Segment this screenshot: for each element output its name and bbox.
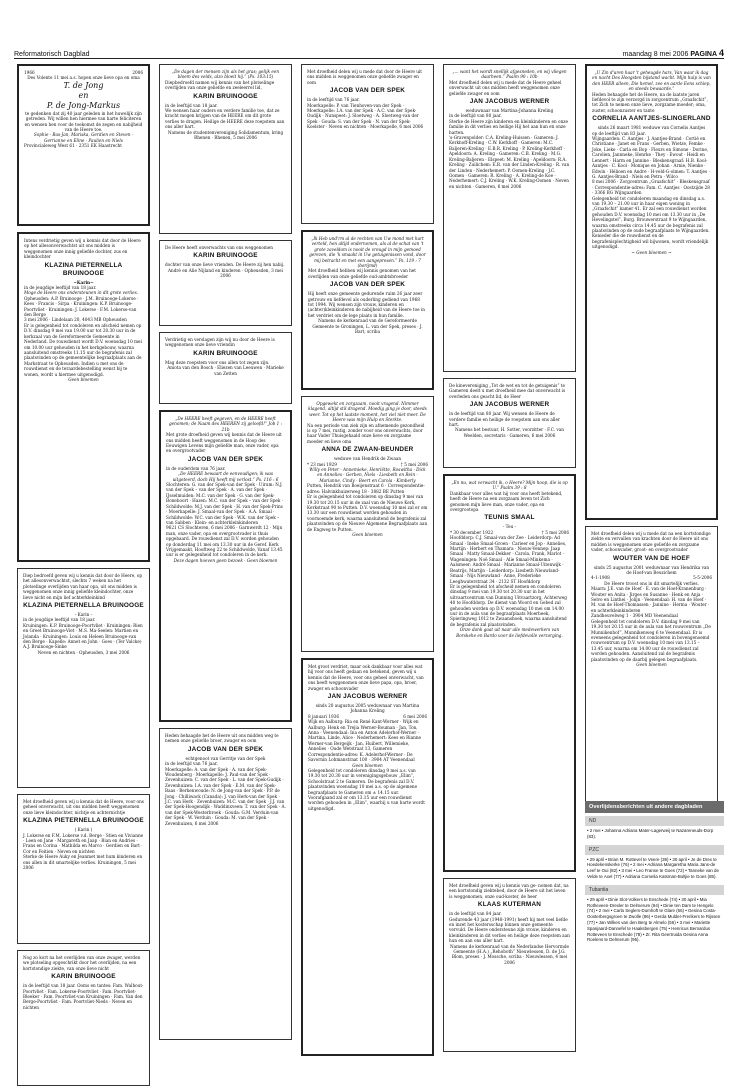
deceased-name: KLAZINA PIETERNELLA BRUINOOGE — [44, 261, 123, 277]
deceased-name: JACOB VAN DER SPEK — [329, 87, 406, 95]
notice-death-kuterman — [443, 878, 576, 1052]
deceased-nickname: ( Karin ) — [74, 827, 93, 833]
notice-intro: Verdrietig en verslagen zijn wij nu door de Heere is weggenomen onze lieve vriendin — [165, 337, 275, 348]
family-list: Wijk en Aalburg: Ria en René Kant-Werner · Wijk en Aalburg: Henk en Trejia Werner-Bouman · Jan, Ton, Anna · Veenendaal: Ina en Anton Adelerhof-Werner · Martina, Linde, Alice · Nederhemert: Kees en Rianne Werner-van Bergeijk · Jan, Huibert, Willemieke, Annelies · Oude Wetstraat 13, Gameren — [308, 719, 421, 752]
notice-closing: Geen bloemen — [352, 762, 383, 768]
notice-closing: Geen bloemen — [636, 661, 667, 667]
notice-anniversary — [17, 64, 150, 226]
notice-intro: Met droefheid delen wij u mede dat na een kortstondige ziekte en vervallen van krachten door de Heere uit ons midden is weggenomen onze geliefde en zorgzame vader, schoonvader, groot- en overgrootvader — [591, 531, 711, 553]
other-newspapers-overview — [585, 801, 724, 1058]
notice-quote: „U Zin d'uren haar 't geheugde hars, Van waar ik dag en nacht Des Hoogsten bijstand wacht. Mijn hulp is van den HEER alleen, Die hemel, zee en aarde Eens schiep, en steeds bewaarde.” — [592, 70, 711, 92]
notice-signature: Namens de studentenvereniging Solidamentum, kring Rhenen · Rhenen, 5 mei 2006 — [167, 129, 284, 141]
deceased-age: in de jeugdige leeftijd van 18 jaar. — [23, 617, 96, 623]
notice-intro: De kinevereniging „Tot de wet en tot de getuigenis” te Gameren deelt u met droefheid mee dat onverwacht is overleden ons geacht lid, de Heer — [449, 383, 566, 399]
notice-address: Leeghwaterstraat 34 · 2132 ST Hoofddorp — [450, 578, 541, 584]
notice-intro: Met droefheid delen wij u mede dat door de Heere uit ons midden is weggenomen onze geliefde zwager en oom — [307, 69, 422, 85]
notice-closing: ~ Geen bloemen ~ — [631, 249, 672, 255]
notice-death-werner-1 — [301, 658, 434, 1056]
birth-date: * 23 mei 1929 — [307, 461, 337, 467]
notice-friends-bosch — [159, 332, 292, 404]
notice-closing: Neven en nichten · Opheusden, 3 mei 2006 — [37, 649, 130, 655]
deceased-age: in de ouderdom van 76 jaar. — [166, 465, 226, 471]
notice-address: Zandheuvelweg 1 · 3904 MD Veenendaal — [591, 613, 679, 619]
deceased-name: WOUTER VAN DE HOEF — [613, 554, 690, 562]
deceased-name: TEUNIS SMAAL — [484, 514, 535, 522]
family-list: 's-Gravenpolder: C.A. Kreling-Huissen · Gameren: J. Kerkhoff-Kreling · C.W. Kerkhoff · Gameren: M.C. Baljeren-Kreling · E.B.R. Kreling · P. Kreling-Kerkhoff · Apeldoorn: A. Kreling · Gameren: C.B. Kreling · M.G. Kreling-Baljeren · Elspeet: M. Kreling · Apeldoorn: R.A. Kreling · Zuilichem: E.R. van der Linden-Kreling · R. van der Linden · Nederhemert: P. Oomen-Kreling · J.C. Oomen · Gameren: R. Kreling · A. Kreling-de Koe · Nederhemert: C.J. Kreling · W.K. Kreling-Oomen · Neven en nichten · Gameren, 6 mei 2006 — [449, 135, 570, 189]
notice-intro: Intens verdrietig geven wij u kennis dat door de Heere op het allesonverwachtst uit ons midden is weggenomen onze innig geliefde dochter, zus en kleindochter — [24, 238, 141, 260]
family-list: Maarn: J.E. van de Hoef · E. van de Hoef-Kranenburg · Wouter en Anita · Jirges en Susanne · Henk en Anja · Selvo en Linthei · Jolijn · Veenendaal: H. van de Hoef · M. van de Hoef-Thomassen · Jannine · Herma · Wouter · en achterkleinkinderen — [591, 586, 710, 613]
notice-date: 3 mei 2006 · Lindelaan 20, 4043 MB Opheusden — [24, 317, 127, 323]
notice-intro: Diepbedroefd namen wij kennis van het plotselinge overlijden van onze geliefde en zeeleerrel lid, — [165, 79, 275, 91]
deceased-age: in de leeftijd van 80 jaar. — [449, 113, 502, 119]
deceased-name: KARIN BRUINOOGE — [193, 252, 258, 260]
notice-quote: „De HEERE heeft gegeven, en de HEERE heeft genomen; de Naam des HEEREN zij geloofd!” Job 1 : 21b — [168, 416, 283, 432]
death-date: † 5 mei 2006 — [400, 461, 428, 467]
notice-body: dochter van onze lieve vrienden. De Heere zij hen nabij. — [165, 262, 285, 268]
family-list: Kruiningen: K.P. Bruinooge-Poortvliet · Kruiningen: Rien en Greet Bruinooge-Viet · M.S. Ma-Seelen: Martien en Jolanda · Kruiningen: Louis en Heleen Bruinooge-van den Berge · Kapelle: Annet en John · Goes · (Ter Valcke) A.J. Bruinooge-Sinke — [23, 622, 143, 650]
couple-name-1: T. de Jong — [63, 80, 104, 90]
deceased-subtitle: sinds 26 maart 1981 weduwe van Cornelis Aantjes — [597, 125, 706, 131]
notice-death-bruinooge-2 — [17, 568, 150, 788]
family-list: Willy en Peter · Annemieke, Henriëtte, Roswitha · Dick en Annelies · Gerben, Niels · Liesbeth en Rein · Marianne, Cindy · Beert en Carola · Kimberly — [309, 467, 426, 483]
notice-intro: Heden behaagde het de Heere, na de laatste jaren liefdevol te zijn verzorgd in zorgcentrum „Graafschit”, tot Zich te nemen onze lieve, zorgzame moeder; oma, zuster, schoonzuster en tante — [592, 91, 708, 113]
deceased-subtitle: echtgenoot van Gerritje van der Spek — [185, 755, 266, 761]
notice-body: Sterke de Heere Auky en Jeanmet met hum kinderen en ons allen in dit smartelijke verlies. Kruiningen, 5 mei 2006 — [23, 854, 143, 871]
deceased-name: KLAZINA PIETERNELLA BRUINOOGE — [23, 817, 144, 825]
notice-death-bruinooge-3 — [17, 794, 150, 944]
overview-text-nd: • 2 mei • Johanna Adriana Mater-Lagerweij te Nazareneuds-Dorp (83). — [587, 828, 714, 839]
notice-death-smaal — [443, 474, 576, 872]
deceased-name: KLAZINA PIETERNELLA BRUINOOGE — [23, 602, 144, 610]
deceased-age: in de jeugdige leeftijd van 18 jaar. — [24, 285, 97, 291]
deceased-name: CORNELIA AANTJES-SLINGERLAND — [592, 115, 711, 123]
notice-intro: Des Volente 11 mei a.s. hopen onze lieve opa en oma — [27, 75, 140, 81]
deceased-name: JACOB VAN DER SPEK — [329, 281, 406, 289]
notice-intro: Met droefheid geven wij u kennis dat de Heere, voor ons geheel onverwacht, uit ons midden heeft weggenomen onze lieve kleindochter, nichtje en achternichtje — [23, 799, 144, 815]
family-list: Slochteren: G. van der Spek-van der Spek · Uirum: N.J. van der Spek – van der Spek · A. van der Spek · IJsselmuiden: M.C. van der Spek · G. van der Spek-Boneboort · Hazen: M.C. van der Spek – van der Spek · Schildwolde: M.J. van der Spek · H. van der Spek-Prins · Moerkapelle: J. Smaal-van der Spek · A.A. Smaal · Schildwolde: W.C. van der Spek · W.K. van der Spek – van Sabben · Klein- en achterkleinkinderen — [166, 482, 284, 525]
death-date: 5-5-2006 — [693, 575, 712, 581]
notice-body: Sterke de Heere zijn kinderen en kleinkinderen en onze familie in dit verlies en heilige Hij het aan hun en onze harten. — [449, 118, 568, 135]
year-start: 1966 — [24, 70, 35, 75]
deceased-name: ANNA DE ZWAAN-BEUNDER — [321, 446, 414, 454]
deceased-age: op de leeftijd van 83 jaar. — [592, 130, 646, 136]
notice-signature: Namens de kerkenraad van de Gereformeerde Gemeente te Groningen, L. van der Spek, preses · J. Bart, scriba — [312, 318, 423, 335]
deceased-name: KARIN BRUINOOGE — [193, 92, 258, 100]
notice-signature: André en Alie Nijland en kinderen · Opheusden, 3 mei 2006 — [168, 267, 283, 279]
notice-student-association — [159, 64, 292, 234]
notice-church-association-gameren — [443, 378, 576, 468]
deceased-subtitle: weduwe van Hendrik de Zwaan — [333, 456, 402, 462]
notice-quote-2: „De HEERE bewaart de eenvoudigen; ik was uitgeteerd, doch Hij heeft mij verlost.” Ps. 116 : 6 — [172, 471, 279, 482]
notice-intro: Met droefheid delen wij u mede dat de Heere geheel onverwacht uit ons midden heeft weggenomen onze geliefde zwager en oom — [449, 79, 562, 96]
deceased-name: JACOB VAN DER SPEK — [187, 745, 264, 753]
notice-body: in de leeftijd van 80 jaar. Wij wensen de Heere de verdere familie en heilige de roepstem aan ons aller hart. — [449, 411, 561, 428]
overview-title: Overlijdensberichten uit andere dagbladen — [585, 801, 724, 813]
notice-address: Correspondentie-adres: K. Adelerhof-Werner · De Savornin Lohmanstraat 100 · 3904 AT Veenendaal — [308, 751, 415, 763]
notice-body: Hij heeft onze gemeente gedurende ruim 26 jaar zeer getrouw en liefdevol als ouderling gediend van 1968 tot 1994. Wij wensen zijn vrouw, kinderen en (achter)kleinkinderen de nabijheid van de Heere toe in het verdriet om de lege plaats in hun familie. — [308, 291, 425, 318]
notice-closing: Deze dagen hoeven geen bezoek · Geen bloemen — [173, 557, 278, 563]
notice-quote: „En nu, wat verwacht ik, o Heere? Mijn hoop, die is op U.” Psalm 39 : 8 — [451, 480, 568, 491]
notice-intro: De Heere heeft onverwachts van ons weggenomen — [165, 245, 274, 250]
notice-death-van-de-hoef — [585, 526, 718, 806]
deceased-subtitle: sinds 25 augustus 2001 weduwnaar van Hendrika van de Hoef-van Beuzichem — [593, 564, 710, 576]
notice-quote: De Heere troost ons in dit smartelijk verlies. — [604, 580, 699, 586]
notice-body: 9621 CS Slochteren, 6 mei 2006 · Garnwerdt 12 · Mijn man, onze vader, opa en overgrootvader is thuis opgebaard. De rouwdienst zal D.V. worden gehouden op donderdag 11 mei om 13.30 uur in de Geref. Kerk Vrijgemaakt, Hooftweg 22 te Schildwolde, Vanaf 13.45 uur is er gelegenheid tot condoleren in de kerk. — [166, 525, 283, 558]
notice-signature: Namens de kerkenraad van de Nederlandse Hervormde Gemeente (H.A.) „Rehoboth” Nieuwlessen, D. de J.G. Blom, preses · J. Mossche, scriba · Nieuwlessen, 4 mei 2006 — [449, 943, 570, 965]
notice-quote: „Ik Heb und'rm al de rechten van Uw mond met hart verteld, hen altijd ondernomen, als al de schat van 't grote zaveldom is nooit de vreugd in mijn gemoed gerezen, die 'k smaakt in Uw getuigenissen vond, door mij betracht en met een aangepresen.” Ps. 119 : 7 (berijmd) — [309, 236, 426, 269]
overview-section-tubantia: Tubantia — [585, 885, 724, 895]
notice-address: Putten, Hendrik van Boeijenstraat 6 · Correspondentie-adres: Halvinkhuizerweg 18 · 3882 BE Putten — [307, 483, 425, 494]
notice-friends-nijland — [159, 240, 292, 326]
column-1 — [17, 64, 150, 1092]
notice-death-van-der-spek-3 — [301, 64, 434, 224]
overview-text-tubantia: • 29 april • Dinie Slot-Volkers te Enschede (74) • 30 april • Mia Rotheveen-Drexler te Delmerum (94) • Dinie ten Dam te Hengelo (74) • 2 mei • Carla Seglers-Dumhoft te Glare (66) • Gesina Costa-Oosterbergsgroen te Zwolle (86) • Gerda Mulder-Frerikers te Rijssen (77) • Jan Wilkes van den Berg te Almelo (56) • 3 mei • Mariette Spanjaard-Dannefel te Haaksbergen (75) • Henricus Bernardus Rotteveen te Enschede (78) • Zr. Rita Geertruida Gesina Anna Roelens te Delmerum (95). — [587, 896, 721, 943]
birth-date: 8 januari 1936 — [308, 713, 340, 719]
notice-body: We wensen haar ouders en verdere familie toe, dat ze kracht mogen krijgen van de HEERE om dit grote verlies te dragen. Heilige de HEERE deze roepstem aan ons aller hart. — [165, 108, 285, 130]
page-label: PAGINA — [690, 51, 718, 58]
notice-body: Gelegenheid tot condoleren maandag en dinsdag a.s. van 19.30 – 21.00 uur in haar eigen woning in „Graafschit” kamer 41. Er zal een rouwdienst worden gehouden D.V. woensdag 10 mei om 13.30 uur in „De Hevelingstel”, Burg. Brouwerstraat 9 te Wijngaarden, waarna omstreeks circa 14.45 uur de begrafenis zal plaatsvinden op de oude begraafplaats te Wijngaarden. Kenieder die de rouwdienst en de begrafenisplechtigheid wil bijwonen, wordt vriendelijk uitgenodigd. — [592, 195, 710, 250]
column-5 — [585, 64, 718, 812]
notice-address: 8 mei 2006 · Zorgcentrum „Graafschit” · Bleskensgraaf · Correspondentie-adres: Fam. C. Aantjes · Oostzijde 28 · 3366 BG Wijngaarden — [592, 179, 710, 196]
notice-body: te gedenken dat zij 40 jaar geleden in het huwelijk zijn getreden. Wij willen hen hiermee van harte feliciteren en wensen hen voor de toekomst de zegen en nabijheid van de Heere toe. — [24, 110, 143, 133]
notice-church-council-groningen — [301, 230, 434, 390]
deceased-name: JAN JACOBUS WERNER — [469, 98, 550, 106]
notice-closing: Onze dank gaat uit naar alle medewerkers van Borskehe en Bardo voor de liefdevolle verzorging. — [456, 627, 563, 638]
notice-intro: Met groot verdriet, maar ook dankbaar voor alles wat hij voor ons heeft gedaan en betekend, geven wij u kennis dat de Heere, voor ons geheel onverwacht, van ons heeft weggenomen onze lieve papa, opa, broer, zwager en schoonvader — [308, 664, 424, 691]
deceased-nickname: - Teu - — [502, 524, 517, 530]
page-date-block — [623, 48, 724, 58]
deceased-nickname: - Karin - — [74, 612, 93, 618]
deceased-age: in de leeftijd van 84 jaar. — [449, 911, 502, 917]
notice-intro: Met droefheid hebben wij kennis genomen van het overlijden van onze geliefde oud-ambtsbroeder — [308, 268, 416, 279]
death-date: † 5 mei 2006 — [541, 529, 569, 535]
notice-death-de-zwaan — [301, 396, 434, 652]
notice-death-werner-2 — [443, 64, 576, 372]
family-list: Moerkapelle: P. van Tienhoven-van der Spek · Moerkapelle: I.A. van der Spek · A.C. van der Spek-Oudijk · Nunspeet: J. Sloetweg · A. Sloetweg-van der Spek · Gouda: S. van der Spek · N. van der Spek-Koelster · Neven en nichten · Moerkapelle, 6 mei 2006 — [307, 102, 424, 130]
paper-name: Reformatorisch Dagblad — [14, 51, 90, 58]
notice-intro: Nog zo kort na het overlijden van onze zwager, werden we plotseling opgeschrikt door het overlijden, na een kortstondige ziekte, van onze lieve nicht — [23, 955, 141, 971]
deceased-subtitle: weduwnaar van Martina-Johanna Kreling — [465, 108, 554, 114]
notice-body: Gelegenheid tot condoleren dinsdag 9 mei a.s. van 19.30 tot 20.30 uur in verenigingsgebouw „Elim”, Schoolstraat 2 te Gameren. De begrafenis zal D.V. plaatsvinden woensdag 10 mei a.s. op de algemene begraafplaats te Gameren om ± 14.15 uur. Voorafgaand zal er om 13.15 uur een rouwdienst worden gehouden in „Elim”, waarbij u van harte wordt uitgenodigd. — [308, 767, 425, 811]
family-list: in de leeftijd van 18 jaar. Ooms en tantes: Fam. Walhout-Poortvliet · Fam. Lokerse-Poortvliet · Fam. Poortvliet-Bleeker · Fam. Poortvliet-van Kruiningen · Fam. Van den Berge-Poortvliet · Fam. Poortvliet-Nieds · Neven en nichten — [23, 983, 144, 1010]
deceased-nickname: ~Karin~ — [73, 279, 94, 285]
family-list: Moerkapelle: A. van der Spek · A. van der Spek-Woudenberg · Moerkapelle: J. Paul-van der Spek · Zevenhuizen: C. van der Spek · L. van der Spek-Gudijk · Zevenhuizen: I.A. van der Spek · E.M. van der Spek-Baas · Berkenwoude: N. de Jong-van der Spek · P.P. de Jong · Chilliwack (Canada): J. van Herk-van der Spek · J.C. van Herk · Zevenhuizen: M.C. van der Spek · J.J. van der Spek-Hoogendijk · Waddinxveen: T. van der Spek · A. van der Spek-Westerbroek · Gouda: G.M. Verduin-van der Spek · W. Verduin · Gouda: M. van der Spek · Zevenhuizen, 6 mei 2006 — [165, 766, 286, 826]
family-list: Hoofddorp: C.J. Smaal-van der Zee · Leiderdorp: Ad Smaal · Ineke Smaal-Groen · Carieer en Jop · Annelies, Martijn · Herbert en Thamara · Nieuw-Vennep: Jaap Smaal · Matty Smaal-Dekker · Carola, Frank, Marlot · Wageningen: Noë Smaal · Alie Smaal-Minkema · Aalsmeer: André Smaal · Marianne Smaal-Uitenwijk · Beatrijs, Martijn · Leiderdorp: Liesbeth Nieuwland-Smaal · Nijs Nieuwland · Anne, Frederieke — [450, 535, 567, 579]
deceased-name: KLAAS KUTERMAN — [477, 901, 542, 909]
notice-quote: „... want het wordt snellijk afgesneden, en wij vliegen daarheen.” Psalm 90 : 10b — [452, 69, 567, 80]
deceased-age: in de leeftijd van 76 jaar. — [307, 97, 360, 103]
deceased-age: in de leeftijd van 76 jaar. — [165, 761, 218, 767]
overview-section-nd: ND — [585, 816, 724, 826]
deceased-subtitle: sinds 20 augustus 2005 weduwnaar van Martina Johanna Kreling — [315, 703, 420, 714]
notice-quote: „De dagen der mensen zijn als het gras; gelijk een bloem des velds, alzo bloeit hij.” (Ps. 103:15) — [171, 69, 280, 80]
family-list: Wijngaarden: C. Aantjes · J. Aantjes-Brand · Cortié en Christiane · Janet en Frans · Gerben, Wietze, Femke · Joke, Lieke · Carla en Bop · Fleurs en Simone · Dorine, Carolien, Jannneke, Henrke · They · Ewout · Heidi en Lennert · Harm en Jannine · Bleskensgraaf: H.B. Kool-Aantjes · C. Kool · Monique en Johan · Arnie, Nienke · Edwin · Hélioen en Andre · H-veld-G-olmen: T. Aantjes · G. Aantjes-Brand · Niels en Petra · Wilco — [592, 136, 710, 179]
overview-section-pzc: PZC — [585, 845, 724, 855]
family-list: Opheusden: A.P. Bruinooge · J.M. Bruinooge-Lokerse · Kees · Francis · Sirpa · Kruiningen: K.P. Bruinooge-Poortvliet · Kruiningen: J. Lokerse · F.M. Lokerse-van den Berge — [24, 295, 139, 318]
page-header — [14, 44, 724, 59]
notice-intro: Met droefheid geven wij u kennis van ge- nomen dat, na een kortstondig ziektebed, door de Heere uit het leven is weggenomen, onze oud-koster, de heer — [449, 883, 569, 899]
notice-signature: Namens het bestuur, H. Sotter, voorzitter · F.C. van Weelden, secretaris · Gameren, 6 mei 2006 — [455, 427, 564, 438]
notice-death-aantjes — [585, 64, 718, 520]
notice-address: Provincialeweg West 61 · 2351 EK Haastrecht — [24, 143, 122, 149]
notice-body: Mag deze roepstem voor ons allen tot zegen zijn. — [165, 359, 270, 365]
notice-body: Gedurende 43 jaar (1948-1991) heeft hij met veel liefde en inzet het kostersschap binnen onze gemeente vervuld. De Heere ondersteune zijn vrouw, kinderen en kleinkinderen in dit verlies en heilige deze roepstem aan hun en aan ons aller hart. — [449, 916, 570, 944]
notice-intro: Diep bedroefd geven wij u kennis dat door de Heere, op het allesonverwachtst, slechts 7 weken na het plotselinge overlijden van haar opa, uit ons midden is weggenomen onze innig geliefde kleindochter, onze lieve nicht en mijn lief achterkleinkind — [23, 573, 143, 600]
column-2 — [159, 64, 292, 1046]
column-3 — [301, 64, 434, 1062]
family-list: J. Lokerse en F.M. Lokerse v.d. Berge · Stien en Vivianne · Leen en Jane · Margareth en Jaap · Bian en Andries · Frans en Corina · Mathilda en Marco · Gerdien en Bart · Cor en Feitien · Neven en nichten — [23, 832, 144, 854]
deceased-age: in de leeftijd van 18 jaar. — [165, 102, 218, 108]
notice-intro: Met grote droefheid geven wij kennis dat de Heere uit ons midden heeft weggenomen in de Hoop des Eeuwigen Levens mijn geliefde man, onze vader, opa en overgrootvader — [166, 432, 282, 454]
column-4 — [443, 64, 576, 1058]
couple-name-2: P. de Jong-Markus — [46, 100, 121, 110]
death-date: 6 mei 2006 — [403, 713, 427, 719]
overview-text-pzc: • 29 april • Brian M. Rottevel te Veere (39) • 30 april • Je de Drex te Hoedekenskerke (76) • 2 mei • Adriana Margaretha Maria Jans-de Leef te Oui (82) • 3 mei • Leo Franse te Goes (72) • Tanneke van de Velde te Axel (77) • Adriana Cornelia Katsman-Boltjie te Goes (85). — [587, 856, 719, 879]
notice-intro: Dankbaar voor alles wat hij voor ons heeft betekend, heeft de Heere na een zorgzaam leven tot Zich genomen mijn lieve man, onze vader, opa en overgrootopa — [450, 490, 563, 513]
notice-body: Er is gelegenheid tot afscheid nemen en condoleren dinsdag 9 mei van 19.30 tot 20.30 uur in het uitvaartcentrum van Dunning Uitvaartzorg, Achterweg 40 te Hoofddorp. De dienst van Woord en Gebed zal gehouden worden op D.V. woensdag 10 mei om 14.00 uur in de aula van de begraafplaats Moerbeek, Spieringweg 1012 te Zwaanshoek, waarna aansluitend de begrafenis zal plaatsvinden. — [450, 583, 567, 627]
notice-quote: Opgewekt en zorgzaam, nooit vragend. Nimmer klagend, altijd stil dragend. Moedig ging je door, steeds weer. Tot op het laatste moment, het viel niet meer. De Heere was mijn Hulp en Sterkte. — [308, 401, 427, 423]
deceased-name: JAN JACOBUS WERNER — [469, 401, 550, 409]
notice-death-bruinooge-1 — [17, 232, 150, 562]
notice-closing: Geen bloemen — [352, 531, 383, 537]
notice-death-bruinooge-4 — [17, 950, 150, 1086]
birth-date: * 30 december 1922 — [450, 529, 494, 535]
deceased-name: KARIN BRUINOOGE — [193, 349, 258, 357]
year-end: 2006 — [132, 70, 143, 75]
birth-date: 4-1-1908 — [591, 575, 610, 581]
notice-signature: Sophie · Bas-Jan, Mariska, Gerdien en Steven · Gerrianne en Eline · Paulien en Niels — [33, 132, 134, 143]
couple-and: en — [78, 90, 89, 100]
notice-closing: Geen bloemen — [68, 376, 99, 382]
notice-quote: Moge de Heere ons ondersteunen in dit grote verlies. — [24, 290, 139, 296]
notice-body: Gelegenheid tot condoleren D.V. dinsdag 9 mei van 19.30 tot 20.15 uur in de aula van het rouwcentrum „De Munnikenhof”, Munnikenweg 6 te Veenendaal. Er is eveneens gelegenheid tot condoleren in bovengenoemd rouwcentrum op D.V. woensdag 10 mei van 13.15 – 13.45 uur, waarna om 14.00 uur de rouwdienst zal worden gehouden. Aansluitend zal de begrafenis plaatsvinden op de daarbij gelegen begraafplaats. — [591, 618, 711, 662]
notice-death-van-der-spek-1 — [159, 410, 292, 722]
notice-intro: Heden behaagde het de Heere uit ons midden weg te nemen onze geliefde broer, zwager en oom — [165, 733, 279, 744]
deceased-name: JAN JACOBUS WERNER — [327, 693, 408, 701]
deceased-name: KARIN BRUINOOGE — [51, 973, 116, 981]
notice-body: Er is gelegenheid tot condoleren op dinsdag 9 mei van 19.30 tot 20.15 uur in de zaal van de Nieuwe Kerk, Kerkstraat 90 te Putten. D.V. woensdag 10 mei zal er om 13.30 uur een rouwdienst worden gehouden in voornoemde kerk, waarna aansluitend de begrafenis zal plaatsvinden op de Nieuwe Algemene Begraafplaats aan de Engweg te Putten. — [307, 494, 428, 532]
notice-body: Er is gelegenheid tot condoleren en afscheid nemen op D.V. dinsdag 9 mei van 19.00 uur tot 20.30 uur in de kerkzaal van de Gereformeerde Gemeente in Nederland. De rouwdienst wordt D.V. woensdag 10 mei om 10.00 uur gehouden in het kerkgebouw, waarna aansluitend omstreeks 11.15 uur de begrafenis zal plaatsvinden op de gemeentelijke begraafplaats aan de Markstraat te Opheusden. Indien u met ons de rouwdienst en de teraardebestelling wenst bij te wonen, wordt u hiermee uitgenodigd. — [24, 322, 142, 377]
notice-signature: Aniota van den Bosch · Eliezen van Leeuwen · Marieke van Zetten — [167, 365, 284, 376]
page-number: 4 — [718, 48, 724, 58]
notice-death-van-der-spek-2 — [159, 728, 292, 1040]
page-date: maandag 8 mei 2006 — [622, 51, 689, 58]
notice-intro: Na een periode van ziek zijn en afnemende gezondheid is op 7 mei, rustig, zonder voor ons onverwachts, door haar Vader Thuisgehaald onze lieve en zorgzame moeder en lieve oma — [307, 422, 425, 444]
deceased-name: JACOB VAN DER SPEK — [187, 455, 264, 463]
